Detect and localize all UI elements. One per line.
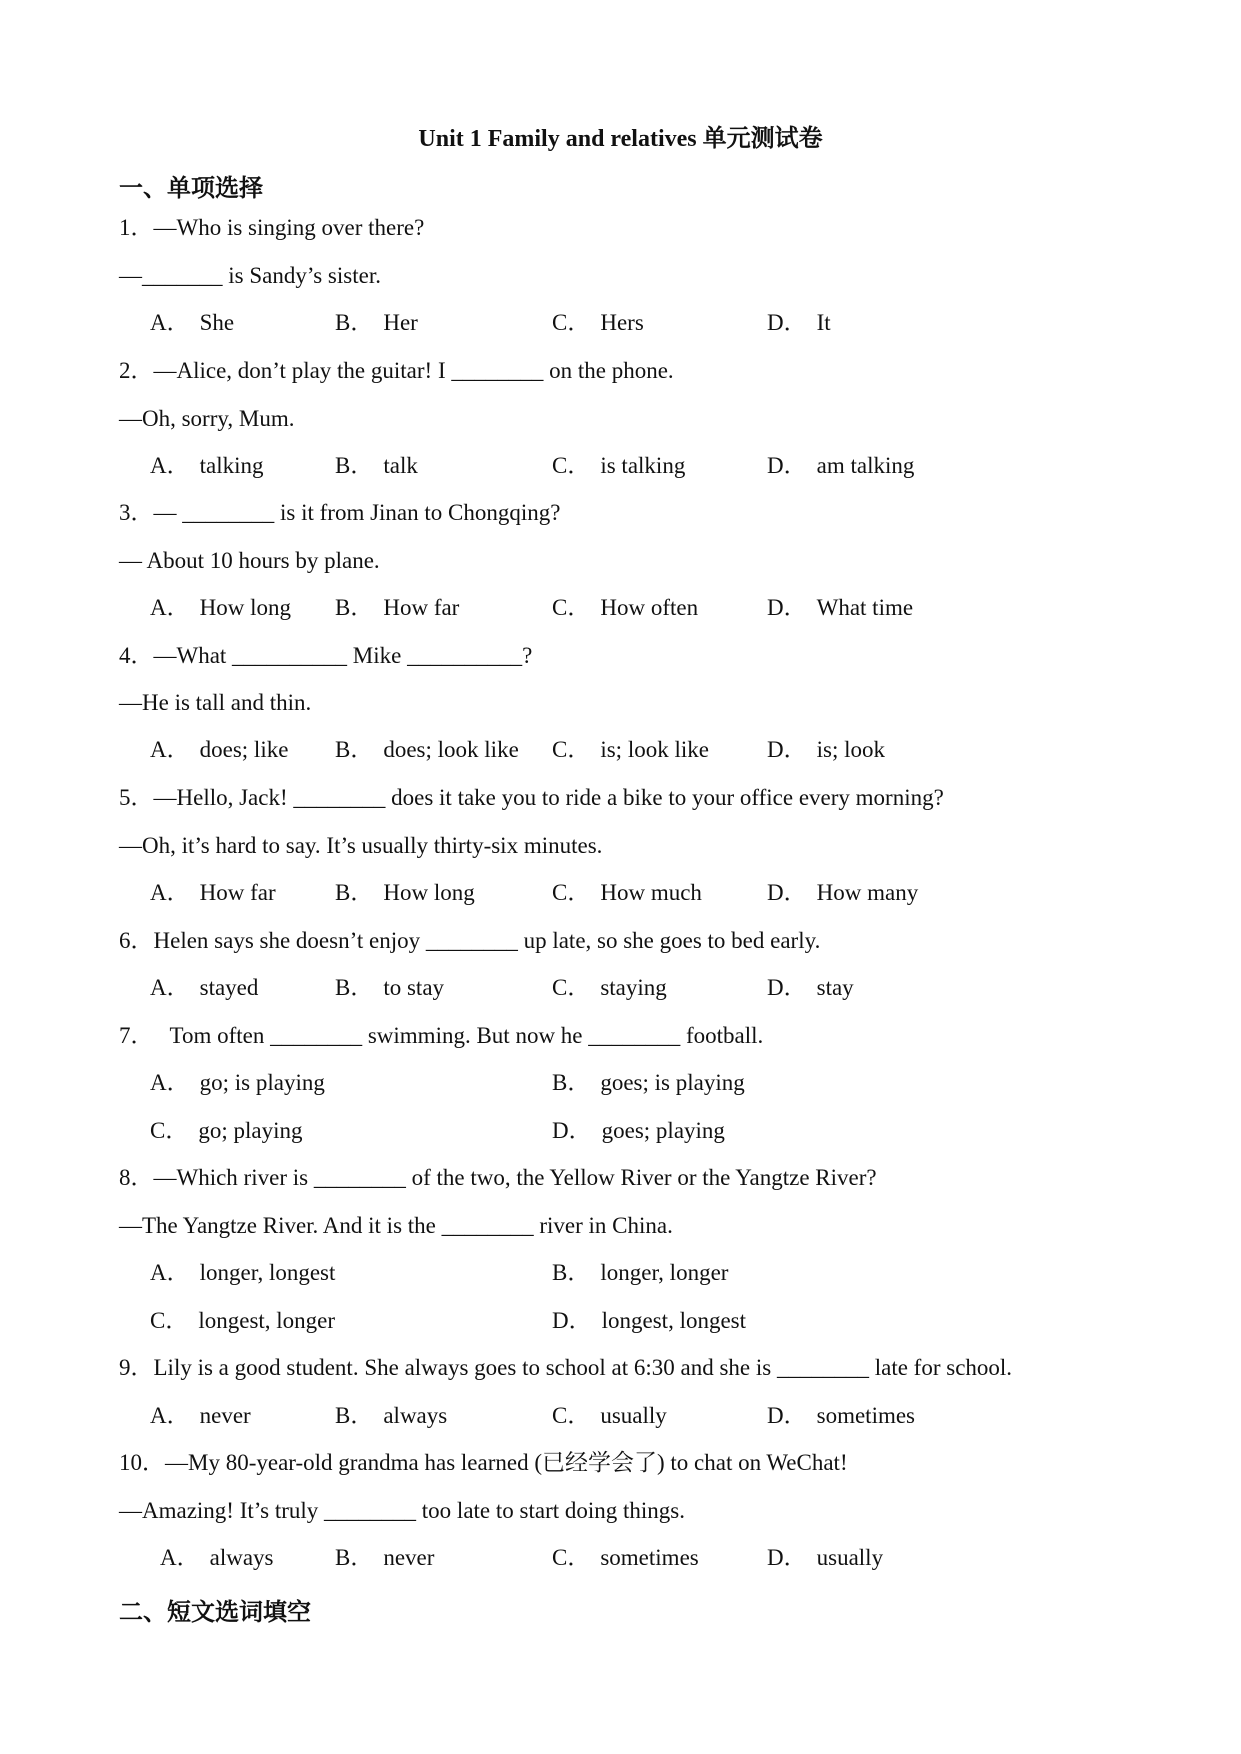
option-letter: A． bbox=[150, 737, 190, 762]
question-text: —Hello, Jack! ________ does it take you to ride a bike to your office every morning? bbox=[153, 785, 944, 810]
question-7-option-a bbox=[150, 1068, 325, 1098]
question-10-option-b bbox=[335, 1543, 434, 1573]
option-text: never bbox=[199, 1403, 251, 1428]
question-text: Helen says she doesn’t enjoy ________ up late, so she goes to bed early. bbox=[153, 928, 821, 953]
option-text: never bbox=[383, 1545, 435, 1570]
question-4-option-d bbox=[767, 735, 885, 765]
option-text: longer, longest bbox=[199, 1260, 336, 1285]
question-5-option-a bbox=[150, 878, 276, 908]
option-text: longer, longer bbox=[600, 1260, 729, 1285]
option-letter: C． bbox=[552, 880, 591, 905]
option-text: go; is playing bbox=[199, 1070, 325, 1095]
question-4-stem bbox=[119, 641, 532, 671]
question-1-response: —_______ is Sandy’s sister. bbox=[119, 263, 381, 288]
question-8-stem bbox=[119, 1163, 877, 1193]
question-9-option-b bbox=[335, 1401, 447, 1431]
option-letter: A． bbox=[150, 1260, 190, 1285]
option-letter: C． bbox=[552, 453, 591, 478]
question-number: 3． bbox=[119, 500, 154, 525]
question-10-option-a bbox=[160, 1543, 274, 1573]
option-text: is; look like bbox=[600, 737, 709, 762]
option-letter: B． bbox=[335, 975, 374, 1000]
option-text: is; look bbox=[816, 737, 885, 762]
question-text: Tom often ________ swimming. But now he ________ football. bbox=[169, 1023, 764, 1048]
option-letter: C． bbox=[552, 1403, 591, 1428]
question-number: 6． bbox=[119, 928, 154, 953]
question-2-option-b bbox=[335, 451, 418, 481]
option-letter: B． bbox=[335, 595, 374, 620]
option-text: staying bbox=[600, 975, 667, 1000]
question-7-option-b bbox=[552, 1068, 745, 1098]
option-text: usually bbox=[600, 1403, 667, 1428]
question-1-option-a bbox=[150, 308, 234, 338]
question-number: 4． bbox=[119, 643, 154, 668]
question-8-response: —The Yangtze River. And it is the ________ river in China. bbox=[119, 1213, 673, 1238]
question-1-option-d bbox=[767, 308, 831, 338]
option-text: does; look like bbox=[383, 737, 519, 762]
question-6-option-c bbox=[552, 973, 667, 1003]
page-title: Unit 1 Family and relatives 单元测试卷 bbox=[418, 126, 823, 152]
section-heading-passage-fill: 二、短文选词填空 bbox=[119, 1600, 311, 1626]
option-text: talking bbox=[199, 453, 264, 478]
option-text: How often bbox=[600, 595, 699, 620]
question-7-option-c bbox=[150, 1116, 302, 1146]
option-letter: B． bbox=[552, 1260, 591, 1285]
question-10-option-c bbox=[552, 1543, 699, 1573]
option-letter: D． bbox=[767, 1403, 807, 1428]
option-letter: D． bbox=[767, 453, 807, 478]
question-text: —Which river is ________ of the two, the Yellow River or the Yangtze River? bbox=[153, 1165, 877, 1190]
question-2-option-c bbox=[552, 451, 685, 481]
question-number: 7． bbox=[119, 1023, 154, 1048]
option-text: stayed bbox=[199, 975, 259, 1000]
question-4-response: —He is tall and thin. bbox=[119, 690, 312, 715]
option-letter: D． bbox=[767, 975, 807, 1000]
question-4-option-b bbox=[335, 735, 519, 765]
option-text: Hers bbox=[600, 310, 644, 335]
option-letter: A． bbox=[150, 453, 190, 478]
question-10-stem bbox=[119, 1448, 848, 1478]
question-3-option-b bbox=[335, 593, 459, 623]
option-text: longest, longer bbox=[198, 1308, 336, 1333]
question-5-stem bbox=[119, 783, 944, 813]
question-10-option-d bbox=[767, 1543, 883, 1573]
question-8-option-b bbox=[552, 1258, 728, 1288]
question-6-option-a bbox=[150, 973, 258, 1003]
option-letter: A． bbox=[150, 310, 190, 335]
question-7-stem bbox=[119, 1021, 763, 1051]
option-text: How many bbox=[816, 880, 919, 905]
question-3-option-c bbox=[552, 593, 698, 623]
question-text: Lily is a good student. She always goes to school at 6:30 and she is ________ late for school. bbox=[153, 1355, 1013, 1380]
option-letter: D． bbox=[552, 1118, 592, 1143]
question-5-option-c bbox=[552, 878, 702, 908]
option-letter: A． bbox=[150, 880, 190, 905]
question-3-option-d bbox=[767, 593, 913, 623]
question-9-option-d bbox=[767, 1401, 915, 1431]
question-5-option-d bbox=[767, 878, 918, 908]
option-text: How far bbox=[383, 595, 460, 620]
option-letter: B． bbox=[335, 880, 374, 905]
option-text: usually bbox=[816, 1545, 884, 1570]
option-letter: D． bbox=[552, 1308, 592, 1333]
question-text: — ________ is it from Jinan to Chongqing? bbox=[153, 500, 561, 525]
question-10-response: —Amazing! It’s truly ________ too late to start doing things. bbox=[119, 1498, 685, 1523]
option-text: is talking bbox=[600, 453, 686, 478]
option-text: am talking bbox=[816, 453, 915, 478]
question-2-option-a bbox=[150, 451, 264, 481]
option-letter: A． bbox=[150, 975, 190, 1000]
option-text: to stay bbox=[383, 975, 445, 1000]
option-letter: C． bbox=[552, 737, 591, 762]
question-number: 9． bbox=[119, 1355, 154, 1380]
option-text: How far bbox=[199, 880, 276, 905]
question-6-option-b bbox=[335, 973, 444, 1003]
question-number: 5． bbox=[119, 785, 154, 810]
question-number: 8． bbox=[119, 1165, 154, 1190]
option-letter: C． bbox=[552, 310, 591, 335]
question-9-stem bbox=[119, 1353, 1012, 1383]
option-letter: D． bbox=[767, 310, 807, 335]
option-letter: B． bbox=[335, 310, 374, 335]
option-letter: B． bbox=[552, 1070, 591, 1095]
option-letter: D． bbox=[767, 595, 807, 620]
question-1-stem bbox=[119, 213, 424, 243]
question-number: 2． bbox=[119, 358, 154, 383]
option-letter: C． bbox=[552, 975, 591, 1000]
option-letter: D． bbox=[767, 880, 807, 905]
question-5-response: —Oh, it’s hard to say. It’s usually thirty-six minutes. bbox=[119, 833, 603, 858]
option-letter: B． bbox=[335, 453, 374, 478]
option-letter: D． bbox=[767, 737, 807, 762]
question-4-option-c bbox=[552, 735, 709, 765]
question-8-option-d bbox=[552, 1306, 746, 1336]
option-text: sometimes bbox=[600, 1545, 699, 1570]
option-letter: B． bbox=[335, 1403, 374, 1428]
option-letter: D． bbox=[767, 1545, 807, 1570]
question-1-option-b bbox=[335, 308, 418, 338]
option-text: longest, longest bbox=[601, 1308, 747, 1333]
option-text: talk bbox=[383, 453, 418, 478]
option-text: goes; playing bbox=[601, 1118, 725, 1143]
option-letter: C． bbox=[150, 1118, 189, 1143]
question-text: —What __________ Mike __________? bbox=[153, 643, 533, 668]
question-7-option-d bbox=[552, 1116, 725, 1146]
option-text: sometimes bbox=[816, 1403, 916, 1428]
question-2-option-d bbox=[767, 451, 914, 481]
option-letter: A． bbox=[150, 1403, 190, 1428]
option-letter: A． bbox=[150, 595, 190, 620]
option-text: stay bbox=[816, 975, 854, 1000]
option-text: It bbox=[816, 310, 831, 335]
question-9-option-a bbox=[150, 1401, 251, 1431]
option-text: goes; is playing bbox=[600, 1070, 745, 1095]
question-6-option-d bbox=[767, 973, 854, 1003]
question-number: 10． bbox=[119, 1450, 165, 1475]
option-text: How much bbox=[600, 880, 702, 905]
option-text: always bbox=[383, 1403, 448, 1428]
question-3-stem bbox=[119, 498, 560, 528]
option-letter: B． bbox=[335, 737, 374, 762]
option-letter: C． bbox=[150, 1308, 189, 1333]
question-5-option-b bbox=[335, 878, 475, 908]
question-9-option-c bbox=[552, 1401, 667, 1431]
question-1-option-c bbox=[552, 308, 644, 338]
question-3-option-a bbox=[150, 593, 291, 623]
option-letter: B． bbox=[335, 1545, 374, 1570]
section-heading-single-choice: 一、单项选择 bbox=[119, 176, 263, 202]
question-3-response: — About 10 hours by plane. bbox=[119, 548, 380, 573]
option-text: How long bbox=[199, 595, 291, 620]
question-8-option-c bbox=[150, 1306, 335, 1336]
option-letter: A． bbox=[150, 1070, 190, 1095]
question-number: 1． bbox=[119, 215, 154, 240]
option-text: How long bbox=[383, 880, 475, 905]
question-6-stem bbox=[119, 926, 820, 956]
option-text: She bbox=[199, 310, 235, 335]
question-4-option-a bbox=[150, 735, 288, 765]
option-letter: C． bbox=[552, 1545, 591, 1570]
question-text: —Alice, don’t play the guitar! I ________ on the phone. bbox=[153, 358, 674, 383]
question-2-stem bbox=[119, 356, 674, 386]
question-text: —My 80-year-old grandma has learned (已经学会了) to chat on WeChat! bbox=[165, 1450, 848, 1475]
option-letter: C． bbox=[552, 595, 591, 620]
option-text: go; playing bbox=[198, 1118, 303, 1143]
option-letter: A． bbox=[160, 1545, 200, 1570]
question-text: —Who is singing over there? bbox=[153, 215, 425, 240]
option-text: always bbox=[209, 1545, 274, 1570]
option-text: does; like bbox=[199, 737, 289, 762]
question-8-option-a bbox=[150, 1258, 335, 1288]
option-text: What time bbox=[816, 595, 914, 620]
question-2-response: —Oh, sorry, Mum. bbox=[119, 406, 295, 431]
option-text: Her bbox=[383, 310, 418, 335]
